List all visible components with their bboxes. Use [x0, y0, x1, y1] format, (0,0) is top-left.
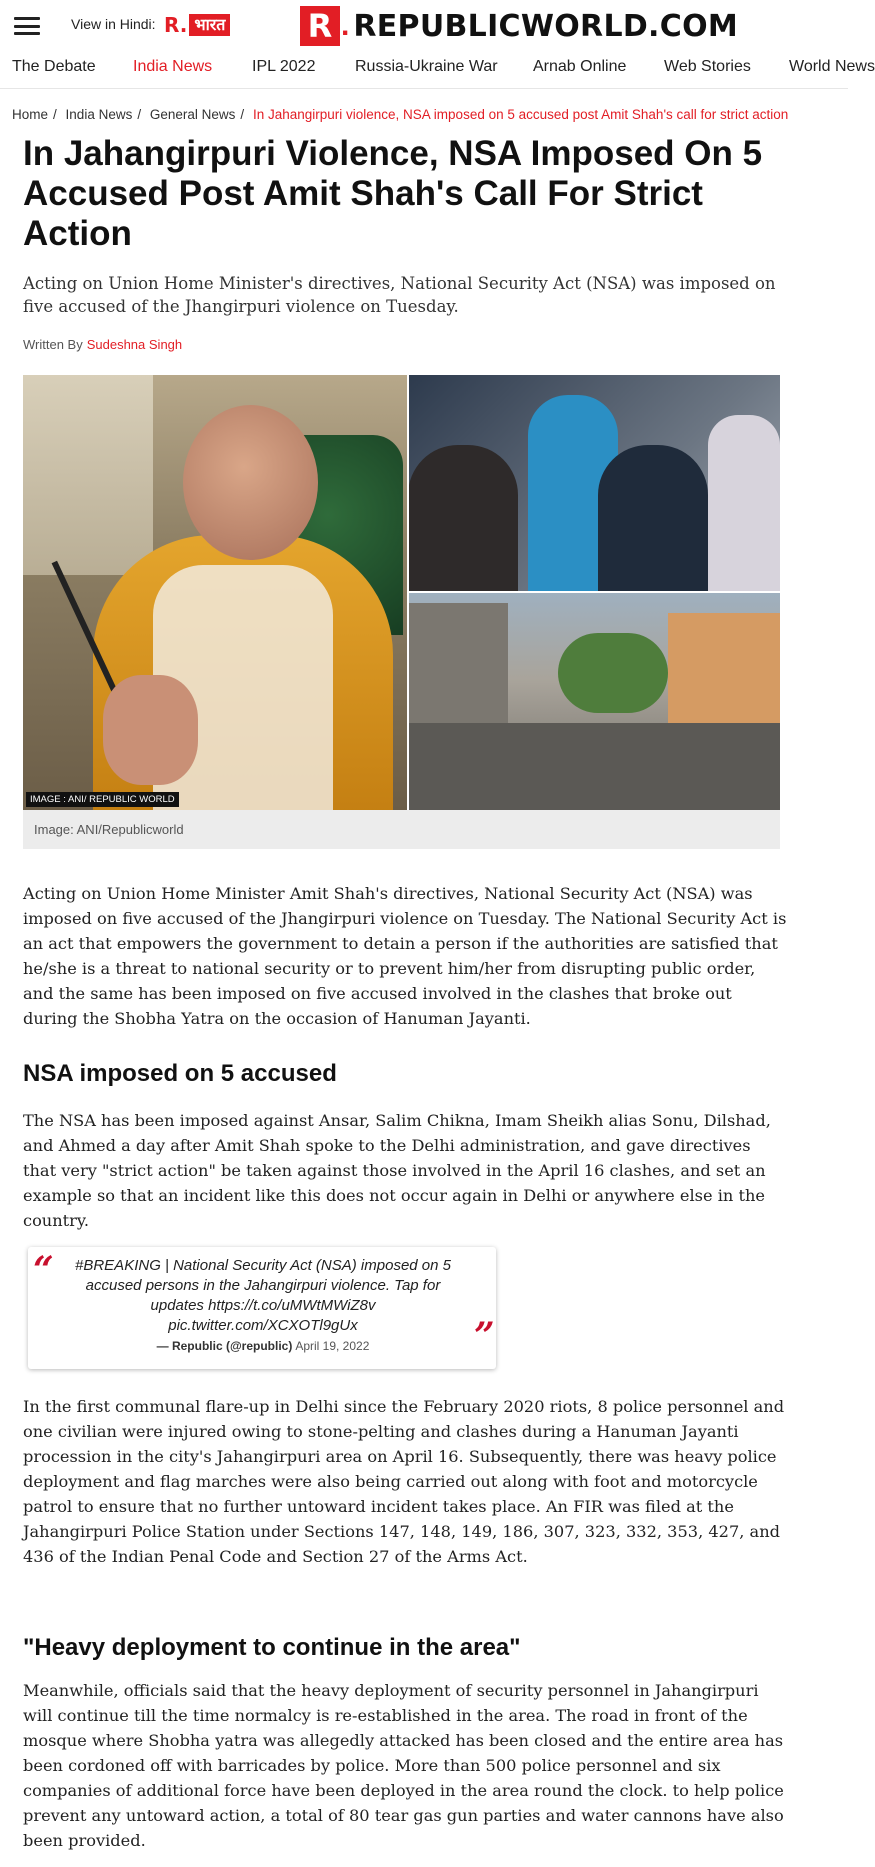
embedded-tweet[interactable] — [28, 1247, 496, 1369]
nav-item-india-news[interactable]: India News — [133, 58, 213, 75]
nav-item-arnab-online[interactable]: Arnab Online — [533, 58, 627, 75]
article-paragraph-1: Acting on Union Home Minister Amit Shah's directives, National Security Act (NSA) was imposed on five accused of the Jhangirpuri violence on Tuesday. The National Security Act is an act that empowers the government to detain a person if the authorities are satisfied that he/she is a threat to national security or to prevent him/her from disrupting public order, and the same has been imposed on five accused involved in the clashes that broke out during the Shobha Yatra on the occasion of Hanuman Jayanti. — [23, 884, 787, 1028]
tweet-meta — [58, 1339, 468, 1353]
nav-item-russia-ukraine-war[interactable]: Russia-Ukraine War — [355, 58, 498, 75]
nav-divider — [0, 88, 848, 89]
hero-image-left — [23, 375, 407, 810]
hero-image-bottom-right — [408, 593, 780, 810]
menu-icon[interactable] — [14, 17, 40, 35]
byline — [23, 337, 182, 352]
nav-item-the-debate[interactable]: The Debate — [12, 58, 96, 75]
tweet-text: #BREAKING | National Security Act (NSA) imposed on 5 accused persons in the Jahangirpuri violence. Tap for updates https://t.co/uMWtMWiZ8v pic.twitter.com/XCXOTl9gUx — [75, 1257, 451, 1334]
nav-item-ipl-2022[interactable]: IPL 2022 — [252, 58, 316, 75]
breadcrumb-general-news[interactable]: General News — [149, 107, 236, 122]
quote-open-icon: “ — [33, 1249, 54, 1291]
republic-bharat-logo[interactable]: R. भारत — [160, 13, 234, 37]
article-title: In Jahangirpuri Violence, NSA Imposed On 5 Accused Post Amit Shah's Call For Strict Action — [23, 134, 763, 253]
breadcrumb-india-news[interactable]: India News — [65, 107, 133, 122]
view-in-hindi-label: View in Hindi: — [71, 16, 156, 32]
nav-item-world-news[interactable]: World News — [789, 58, 875, 75]
breadcrumb-current: In Jahangirpuri violence, NSA imposed on 5 accused post Amit Shah's call for strict action — [252, 107, 789, 122]
breadcrumb-home[interactable]: Home — [12, 107, 49, 122]
quote-close-icon: ” — [474, 1315, 495, 1357]
section-heading-nsa: NSA imposed on 5 accused — [23, 1060, 337, 1087]
article-paragraph-3: In the first communal flare-up in Delhi since the February 2020 riots, 8 police personnel and one civilian were injured owing to stone-pelting and clashes during a Hanuman Jayanti procession in the city's Jahangirpuri area on April 16. Subsequently, there was heavy police deployment and flag marches were also being carried out along with foot and motorcycle patrol to ensure that no further untoward incident takes place. An FIR was filed at the Jahangirpuri Police Station under Sections 147, 148, 149, 186, 307, 323, 332, 353, 427, and 436 of the Indian Penal Code and Section 27 of the Arms Act. — [23, 1397, 785, 1566]
tweet-author[interactable]: — Republic (@republic) — [156, 1339, 293, 1353]
image-caption: Image: ANI/Republicworld — [23, 810, 780, 849]
section-heading-deployment: "Heavy deployment to continue in the area" — [23, 1634, 521, 1661]
site-header — [0, 0, 848, 52]
main-nav — [0, 58, 875, 82]
breadcrumb: Home / India News / General News / In Jahangirpuri violence, NSA imposed on 5 accused post Amit Shah's call for strict action — [12, 107, 789, 122]
tweet-date[interactable]: April 19, 2022 — [295, 1339, 370, 1353]
nav-item-web-stories[interactable]: Web Stories — [664, 58, 751, 75]
author-link[interactable]: Sudeshna Singh — [86, 337, 183, 352]
article-subtitle: Acting on Union Home Minister's directives, National Security Act (NSA) was imposed on five accused of the Jhangirpuri violence on Tuesday. — [23, 274, 776, 316]
image-watermark: IMAGE : ANI/ REPUBLIC WORLD — [26, 792, 179, 807]
republicworld-logo[interactable]: R . REPUBLICWORLD.COM — [300, 6, 738, 46]
hero-image-top-right — [408, 375, 780, 591]
written-by-label: Written By — [23, 337, 83, 352]
article-paragraph-4: Meanwhile, officials said that the heavy deployment of security personnel in Jahangirpuri will continue till the time normalcy is re-established in the area. The road in front of the mosque where Shobha yatra was allegedly attacked has been closed and the entire area has been cordoned off with barricades by police. More than 500 police personnel and six companies of additional force have been deployed in the area round the clock. to help police prevent any untoward action, a total of 80 tear gas gun parties and water cannons have also been provided. — [23, 1681, 784, 1850]
article-paragraph-2: The NSA has been imposed against Ansar, Salim Chikna, Imam Sheikh alias Sonu, Dilshad, and Ahmed a day after Amit Shah spoke to the Delhi administration, and gave directives that very "strict action" be taken against those involved in the April 16 clashes, and set an example so that an incident like this does not occur again in Delhi or anywhere else in the country. — [23, 1111, 771, 1230]
hero-image — [23, 375, 780, 810]
